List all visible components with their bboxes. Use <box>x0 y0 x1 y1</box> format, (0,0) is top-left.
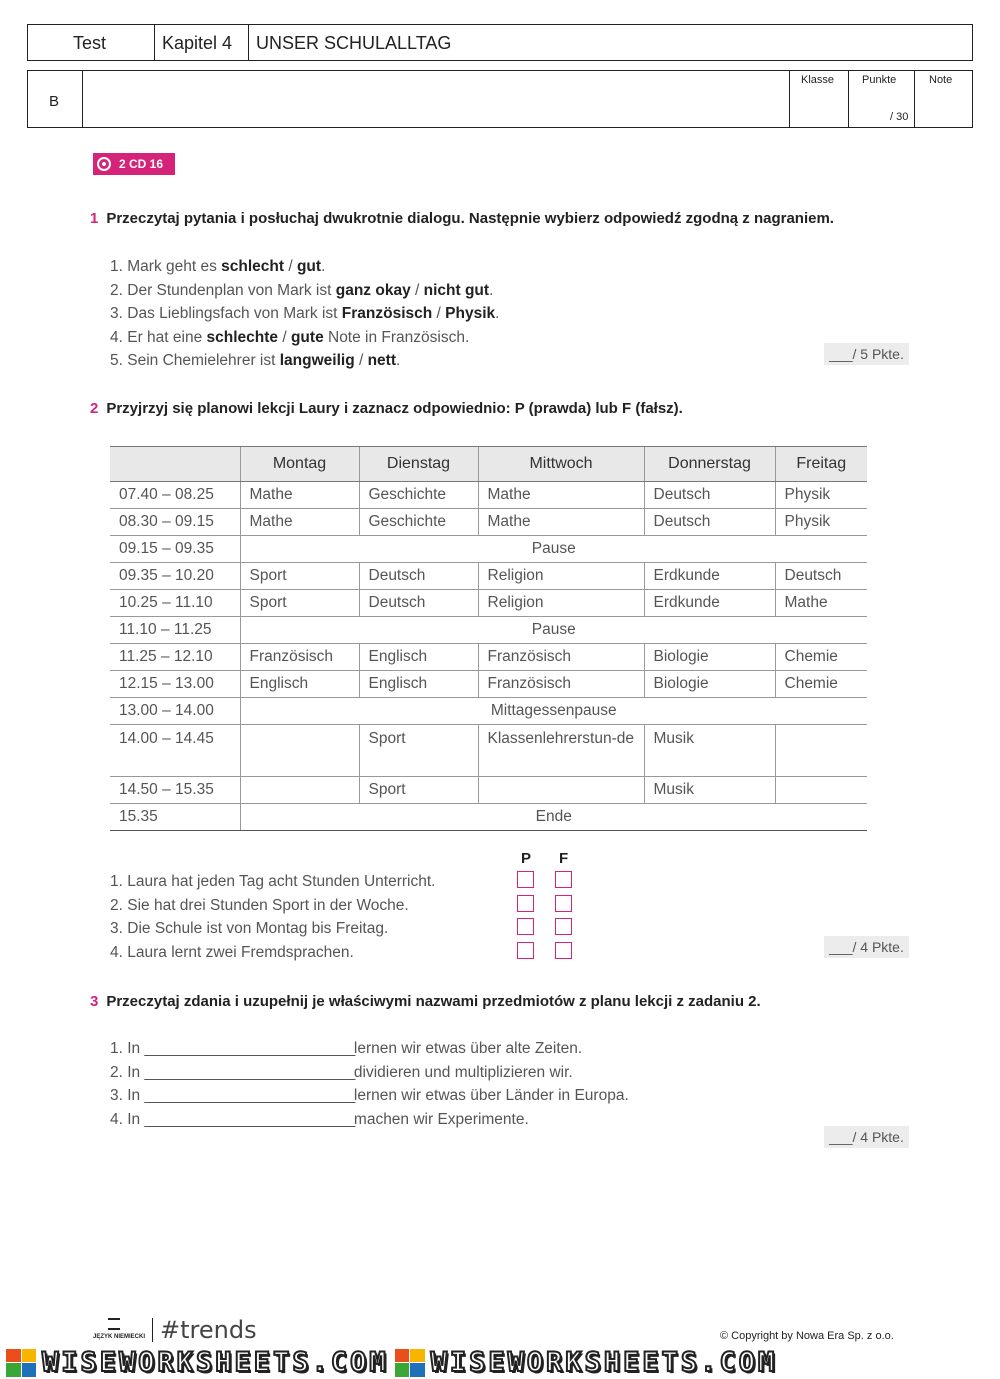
time-cell: 07.40 – 08.25 <box>110 482 240 509</box>
p-checkbox[interactable] <box>517 918 534 935</box>
subject-cell: Physik <box>775 509 867 536</box>
subject-cell: Erdkunde <box>644 590 775 617</box>
time-cell: 14.00 – 14.45 <box>110 725 240 777</box>
table-row <box>110 617 867 644</box>
copyright: © Copyright by Nowa Era Sp. z o.o. <box>720 1330 894 1342</box>
timetable-header: Montag <box>240 447 359 482</box>
item-text: Der Stundenplan von Mark ist <box>127 281 336 299</box>
item-text-end: Note in Französisch. <box>323 328 470 346</box>
list-item <box>110 1108 629 1132</box>
option-b: nett <box>367 352 397 369</box>
fill-blank[interactable]: _____________________________ <box>144 1063 354 1081</box>
option-separator: / <box>432 305 446 322</box>
item-number: 3. <box>110 1087 123 1104</box>
task3-number: 3 <box>90 993 99 1010</box>
subject-cell: Biologie <box>644 671 775 698</box>
table-row <box>110 644 867 671</box>
item-text-end: . <box>489 281 494 299</box>
subject-cell: Englisch <box>359 644 478 671</box>
task3-list <box>110 1037 629 1131</box>
table-row <box>110 536 867 563</box>
option-a: schlecht <box>221 258 285 275</box>
audio-badge[interactable] <box>93 153 175 175</box>
watermark-text: WISEWORKSHEETS.COM <box>42 1347 389 1378</box>
subject-cell <box>240 777 359 804</box>
subject-cell: Englisch <box>359 671 478 698</box>
timetable-header <box>110 447 240 482</box>
item-suffix: dividieren und multiplizieren wir. <box>353 1063 573 1081</box>
time-cell: 13.00 – 14.00 <box>110 698 240 725</box>
list-item <box>110 1037 629 1061</box>
option-a: langweilig <box>279 352 355 369</box>
time-cell: 15.35 <box>110 804 240 831</box>
item-text: Das Lieblingsfach von Mark ist <box>127 305 342 322</box>
subject-cell: Geschichte <box>359 509 478 536</box>
item-number: 1. <box>110 1040 123 1057</box>
p-checkbox[interactable] <box>517 942 534 959</box>
statement-number: 3. <box>110 920 123 937</box>
task2-instruction <box>90 400 683 417</box>
cd-icon <box>97 157 111 171</box>
header-title-bar <box>27 24 973 61</box>
task2-text: Przyjrzyj się planowi lekcji Laury i zaznacz odpowiednio: P (prawda) lub F (fałsz). <box>106 400 683 417</box>
subject-cell: Deutsch <box>359 590 478 617</box>
f-checkbox[interactable] <box>555 942 572 959</box>
task1-list <box>110 255 499 373</box>
statement <box>110 941 435 965</box>
option-separator: / <box>284 258 297 275</box>
subject-cell: Musik <box>644 725 775 777</box>
subject-cell: Deutsch <box>775 563 867 590</box>
table-row <box>110 725 867 777</box>
statement-text: Laura lernt zwei Fremdsprachen. <box>127 943 354 961</box>
fill-blank[interactable]: _____________________________ <box>144 1040 354 1057</box>
f-checkbox[interactable] <box>555 871 572 888</box>
subject-cell: Französisch <box>240 644 359 671</box>
time-cell: 14.50 – 15.35 <box>110 777 240 804</box>
table-row <box>110 671 867 698</box>
watermark-badge-icon-2 <box>395 1349 425 1377</box>
p-header: P <box>521 850 532 867</box>
timetable-header: Mittwoch <box>478 447 644 482</box>
watermark-badge-icon <box>6 1349 36 1377</box>
item-suffix: machen wir Experimente. <box>353 1110 529 1128</box>
item-prefix: In <box>127 1063 141 1081</box>
item-text: Sein Chemielehrer ist <box>127 352 280 369</box>
subject-cell: Französisch <box>478 671 644 698</box>
option-a: Französisch <box>341 305 433 322</box>
task3-instruction <box>90 993 761 1010</box>
time-cell: 11.25 – 12.10 <box>110 644 240 671</box>
option-separator: / <box>278 328 291 346</box>
item-prefix: In <box>127 1087 141 1104</box>
task3-text: Przeczytaj zdania i uzupełnij je właściwymi nazwami przedmiotów z planu lekcji z zadaniu 2. <box>106 993 761 1010</box>
time-cell: 12.15 – 13.00 <box>110 671 240 698</box>
p-checkbox[interactable] <box>517 871 534 888</box>
subject-cell: Chemie <box>775 671 867 698</box>
test-label: Test <box>73 33 107 53</box>
statement <box>110 917 435 941</box>
subject-cell: Religion <box>478 563 644 590</box>
task3-score: ___/ 4 Pkte. <box>824 1126 909 1148</box>
statement <box>110 894 435 918</box>
option-separator: / <box>354 352 368 369</box>
subject-cell: Französisch <box>478 644 644 671</box>
table-row <box>110 590 867 617</box>
subject-cell: Mathe <box>775 590 867 617</box>
item-prefix: In <box>127 1040 141 1057</box>
span-cell: Pause <box>240 617 867 644</box>
statement-text: Sie hat drei Stunden Sport in der Woche. <box>127 896 409 914</box>
f-header: F <box>559 850 569 867</box>
item-text: Er hat eine <box>127 328 207 346</box>
item-number: 4. <box>110 328 123 346</box>
subject-cell: Geschichte <box>359 482 478 509</box>
timetable-header: Donnerstag <box>644 447 775 482</box>
audio-badge-label: 2 CD 16 <box>119 157 164 171</box>
statement-number: 2. <box>110 896 123 914</box>
subject-cell <box>775 725 867 777</box>
item-text: Mark geht es <box>127 258 222 275</box>
table-row <box>110 563 867 590</box>
publisher-logo-icon <box>108 1318 120 1330</box>
subject-cell: Religion <box>478 590 644 617</box>
task2-number: 2 <box>90 400 99 417</box>
item-number: 3. <box>110 305 123 322</box>
statement-number: 1. <box>110 873 123 890</box>
item-number: 2. <box>110 281 123 299</box>
watermark-text-2: WISEWORKSHEETS.COM <box>430 1347 778 1378</box>
fill-blank[interactable]: _____________________________ <box>144 1110 354 1128</box>
item-number: 1. <box>110 258 123 275</box>
subject-cell: Erdkunde <box>644 563 775 590</box>
item-text-end: . <box>495 305 500 322</box>
subject-cell: Biologie <box>644 644 775 671</box>
option-a: ganz okay <box>335 281 411 299</box>
time-cell: 08.30 – 09.15 <box>110 509 240 536</box>
item-number: 5. <box>110 352 123 369</box>
total-points: / 30 <box>890 111 909 123</box>
task1-text: Przeczytaj pytania i posłuchaj dwukrotnie dialogu. Następnie wybierz odpowiedź zgodną z nagraniem. <box>106 210 834 227</box>
brand-logo: #trends <box>160 1316 257 1344</box>
item-number: 4. <box>110 1110 123 1128</box>
option-b: gut <box>296 258 322 275</box>
span-cell: Ende <box>240 804 867 831</box>
p-checkbox[interactable] <box>517 895 534 912</box>
subject-cell <box>478 777 644 804</box>
list-item <box>110 1084 629 1108</box>
subject-cell <box>775 777 867 804</box>
option-b: Physik <box>445 305 496 322</box>
subject-cell: Sport <box>359 725 478 777</box>
list-item <box>110 279 499 303</box>
subject-cell: Deutsch <box>644 482 775 509</box>
span-cell: Mittagessenpause <box>240 698 867 725</box>
subject-cell: Physik <box>775 482 867 509</box>
statement-text: Die Schule ist von Montag bis Freitag. <box>127 920 389 937</box>
option-b: nicht gut <box>423 281 490 299</box>
span-cell: Pause <box>240 536 867 563</box>
task2-score: ___/ 4 Pkte. <box>824 936 909 958</box>
list-item <box>110 255 499 279</box>
watermark-bar <box>0 1346 1000 1379</box>
item-suffix: lernen wir etwas über Länder in Europa. <box>353 1087 629 1104</box>
task1-number: 1 <box>90 210 99 227</box>
subject-cell: Mathe <box>240 482 359 509</box>
statement-number: 4. <box>110 943 123 961</box>
subject-cell: Englisch <box>240 671 359 698</box>
subject-cell: Musik <box>644 777 775 804</box>
option-a: schlechte <box>206 328 279 346</box>
subject-cell <box>240 725 359 777</box>
list-item <box>110 349 499 373</box>
task1-score: ___/ 5 Pkte. <box>824 343 909 365</box>
subject-cell: Sport <box>359 777 478 804</box>
f-checkbox[interactable] <box>555 918 572 935</box>
table-row <box>110 777 867 804</box>
option-b: gute <box>290 328 324 346</box>
list-item <box>110 302 499 326</box>
subject-cell: Mathe <box>478 482 644 509</box>
f-checkbox[interactable] <box>555 895 572 912</box>
option-separator: / <box>410 281 424 299</box>
subject-cell: Deutsch <box>644 509 775 536</box>
list-item <box>110 326 499 350</box>
list-item <box>110 1061 629 1085</box>
task2-statements <box>110 870 435 964</box>
punkte-label: Punkte <box>862 74 897 86</box>
timetable-header: Dienstag <box>359 447 478 482</box>
klasse-label: Klasse <box>801 74 835 86</box>
table-row <box>110 482 867 509</box>
item-text-end: . <box>396 352 401 369</box>
subject-cell: Sport <box>240 563 359 590</box>
table-row <box>110 804 867 831</box>
statement <box>110 870 435 894</box>
timetable <box>110 446 867 831</box>
table-row <box>110 509 867 536</box>
item-prefix: In <box>127 1110 141 1128</box>
item-suffix: lernen wir etwas über alte Zeiten. <box>353 1040 583 1057</box>
header-info-bar <box>27 70 973 128</box>
group-label: B <box>49 93 60 110</box>
time-cell: 11.10 – 11.25 <box>110 617 240 644</box>
note-label: Note <box>929 74 953 86</box>
subject-cell: Chemie <box>775 644 867 671</box>
subject-cell: Sport <box>240 590 359 617</box>
statement-text: Laura hat jeden Tag acht Stunden Unterricht. <box>127 873 436 890</box>
chapter-label: Kapitel 4 <box>162 33 233 53</box>
subject-cell: Mathe <box>240 509 359 536</box>
time-cell: 09.15 – 09.35 <box>110 536 240 563</box>
fill-blank[interactable]: _____________________________ <box>144 1087 354 1104</box>
timetable-header: Freitag <box>775 447 867 482</box>
publisher-small: JĘZYK NIEMIECKI <box>93 1334 146 1340</box>
time-cell: 10.25 – 11.10 <box>110 590 240 617</box>
task1-instruction <box>90 210 834 227</box>
subject-cell: Mathe <box>478 509 644 536</box>
time-cell: 09.35 – 10.20 <box>110 563 240 590</box>
chapter-title: UNSER SCHULALLTAG <box>256 33 452 53</box>
subject-cell: Klassenlehrerstun-de <box>478 725 644 777</box>
item-text-end: . <box>321 258 326 275</box>
item-number: 2. <box>110 1063 123 1081</box>
subject-cell: Deutsch <box>359 563 478 590</box>
table-row <box>110 698 867 725</box>
